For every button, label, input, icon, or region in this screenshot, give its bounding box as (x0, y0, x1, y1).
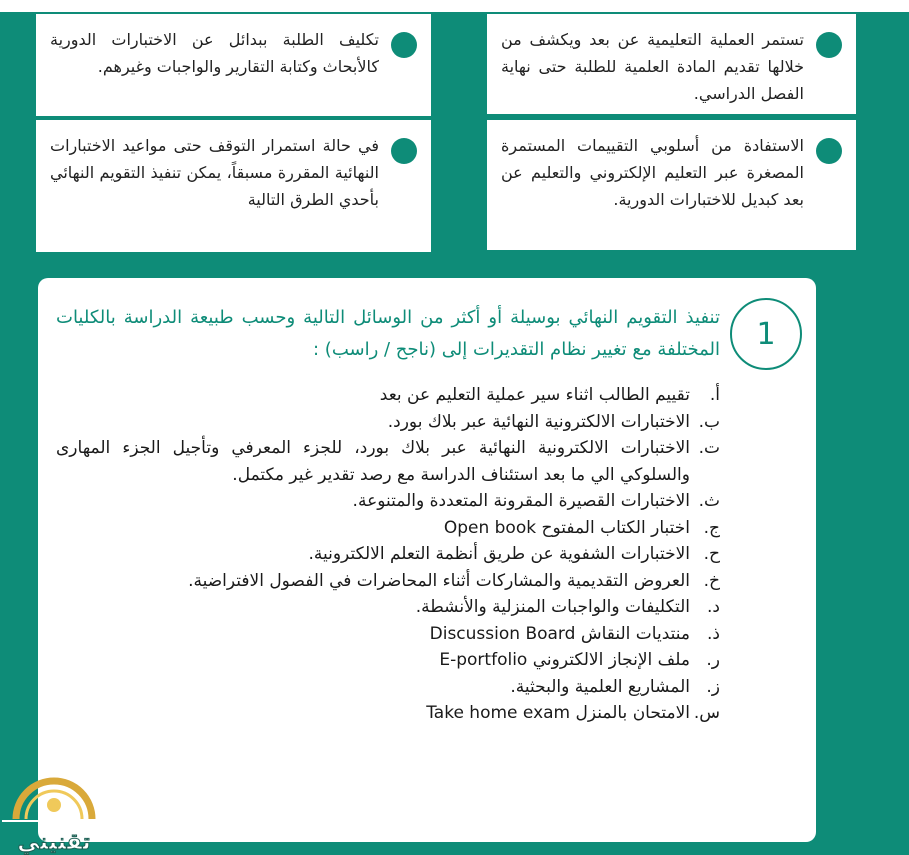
bullet-dot-icon (816, 32, 842, 58)
list-item-text: التكليفات والواجبات المنزلية والأنشطة. (415, 597, 690, 617)
list-marker: ذ. (707, 623, 720, 644)
list-item (56, 568, 720, 595)
section-heading: تنفيذ التقويم النهائي بوسيلة أو أكثر من الوسائل التالية وحسب طبيعة الدراسة بالكليات المختلفة مع تغيير نظام التقديرات إلى (ناجح / راسب) : (56, 307, 720, 360)
info-card-4 (36, 120, 431, 252)
list-item (56, 674, 720, 701)
list-marker: ج. (703, 517, 720, 538)
info-card-text: تكليف الطلبة ببدائل عن الاختبارات الدورية كالأبحاث وكتابة التقارير والواجبات وغيرهم. (50, 30, 379, 76)
bullet-dot-icon (391, 138, 417, 164)
list-item-text: الاختبارات الشفوية عن طريق أنظمة التعلم الالكترونية. (308, 544, 690, 564)
bullet-dot-icon (391, 32, 417, 58)
list-item-text: الاختبارات الالكترونية النهائية عبر بلاك بورد. (387, 411, 690, 432)
info-card-1 (487, 14, 856, 114)
list-item-text: الاختبارات القصيرة المقرونة المتعددة والمتنوعة. (352, 491, 690, 511)
list-item (56, 515, 720, 542)
list-marker: س. (693, 703, 720, 723)
list-marker: ر. (706, 650, 720, 670)
site-logo (2, 775, 106, 855)
list-item (56, 594, 720, 621)
list-marker: أ. (709, 385, 720, 405)
list-item-text: الاختبارات الالكترونية النهائية عبر بلاك بورد، للجزء المعرفي وتأجيل الجزء المهارى والسلوكي الي ما بعد استئناف الدراسة مع رصد تقدير غير مكتمل. (56, 438, 690, 485)
list-marker: ث. (698, 491, 720, 511)
list-item (56, 700, 720, 727)
info-card-text: تستمر العملية التعليمية عن بعد ويكشف من خلالها تقديم المادة العلمية للطلبة حتى نهاية الفصل الدراسي. (501, 30, 804, 103)
list-item (56, 409, 720, 436)
list-marker: د. (707, 597, 720, 617)
info-card-text: في حالة استمرار التوقف حتى مواعيد الاختبارات النهائية المقررة مسبقاً، يمكن تنفيذ التقويم النهائي بأحدي الطرق التالية (50, 136, 379, 209)
list-item (56, 488, 720, 515)
list-item-text: الامتحان بالمنزل Take home exam (426, 703, 690, 723)
list-item (56, 647, 720, 674)
list-item (56, 435, 720, 488)
list-item-text: المشاريع العلمية والبحثية. (510, 676, 690, 697)
info-card-3 (487, 120, 856, 250)
list-item (56, 621, 720, 648)
list-marker: ت. (698, 438, 720, 458)
list-marker: خ. (703, 570, 720, 591)
options-list (56, 382, 720, 727)
list-marker: ب. (698, 411, 720, 432)
info-card-2 (36, 14, 431, 116)
list-item-text: تقييم الطالب اثناء سير عملية التعليم عن بعد (379, 385, 690, 405)
list-item-text: ملف الإنجاز الالكتروني E-portfolio (439, 650, 690, 670)
list-item (56, 382, 720, 409)
top-strip (0, 0, 909, 12)
svg-text:تقنيني: تقنيني (17, 830, 91, 855)
list-marker: ح. (703, 544, 720, 564)
list-item (56, 541, 720, 568)
list-item-text: العروض التقديمية والمشاركات أثناء المحاضرات في الفصول الافتراضية. (188, 570, 690, 591)
info-card-text: الاستفادة من أسلوبي التقييمات المستمرة المصغرة عبر التعليم الإلكتروني والتعليم عن بعد كبديل للاختبارات الدورية. (501, 136, 804, 209)
bullet-dot-icon (816, 138, 842, 164)
list-item-text: اختبار الكتاب المفتوح Open book (443, 517, 690, 538)
step-number-badge: 1 (730, 298, 802, 370)
main-panel (38, 278, 816, 842)
list-marker: ز. (706, 676, 720, 697)
list-item-text: منتديات النقاش Discussion Board (429, 623, 690, 644)
